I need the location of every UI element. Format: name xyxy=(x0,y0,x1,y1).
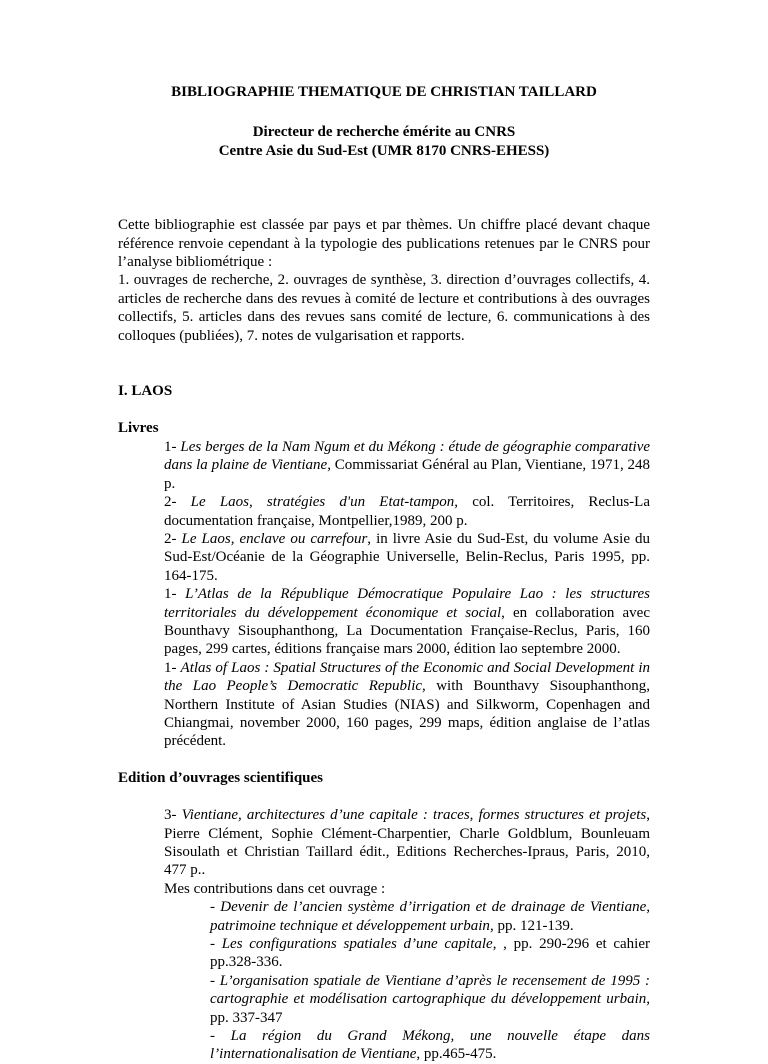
entry-title: Atlas of Laos : Spatial Structures of the Economic and Social Development in the Lao People’s Democratic Republic xyxy=(164,659,650,695)
entry-details: , en collaboration avec Bounthavy Sisouphanthong, La Documentation Française-Reclus, Paris, 160 pages, 299 cartes, éditions française mars 2000, édition lao septembre 2000. xyxy=(164,604,650,658)
entry-number: 1- xyxy=(164,586,186,603)
entry-details: , in livre Asie du Sud-Est, du volume Asie du Sud-Est/Océanie de la Géographie Universelle, Belin-Reclus, Paris 1995, pp. 164-175. xyxy=(164,530,650,584)
entry-details: , Pierre Clément, Sophie Clément-Charpentier, Charle Goldblum, Bounleuam Sisoulath et Christian Taillard édit., Editions Recherches-Ipraus, Paris, 2010, 477 p.. xyxy=(164,807,650,879)
entry-title: Le Laos, stratégies d'un Etat-tampon xyxy=(190,494,455,511)
contribution-pages: , pp. 337-347 xyxy=(210,991,650,1026)
contribution-item xyxy=(210,898,650,935)
edition-block xyxy=(164,806,650,1064)
contribution-title: Devenir de l’ancien système d’irrigation et de drainage de Vientiane, patrimoine technique et développement urbain xyxy=(210,899,650,934)
item-dash: - xyxy=(210,899,221,916)
bib-entry xyxy=(164,585,650,659)
entry-number: 1- xyxy=(164,438,181,455)
bib-entry xyxy=(164,659,650,751)
contributions-list xyxy=(210,898,650,1064)
entry-details: , col. Territoires, Reclus-La documentation française, Montpellier,1989, 200 p. xyxy=(164,494,650,529)
intro-block xyxy=(118,216,650,345)
item-dash: - xyxy=(210,936,222,953)
entry-title: L’Atlas de la République Démocratique Populaire Lao : les structures territoriales du développement économique et social xyxy=(164,586,650,621)
entry-number: 2- xyxy=(164,530,182,547)
contribution-item xyxy=(210,1027,650,1064)
entry-number: 1- xyxy=(164,659,181,676)
entry-details: , Commissariat Général au Plan, Vientiane, 1971, 248 p. xyxy=(164,457,650,492)
bib-entry xyxy=(164,438,650,493)
bib-entry xyxy=(164,530,650,585)
bib-entry xyxy=(164,806,650,880)
typology-list: 1. ouvrages de recherche, 2. ouvrages de synthèse, 3. direction d’ouvrages collectifs, 4. articles de recherche dans des revues à comité de lecture et contributions à des ouvrages collectifs, 5. articles dans des revues sans comité de lecture, 6. communications à des colloques (publiées), 7. notes de vulgarisation et rapports. xyxy=(118,272,650,344)
contributions-label: Mes contributions dans cet ouvrage : xyxy=(164,880,386,897)
contribution-item xyxy=(210,972,650,1027)
subsection-heading-livres: Livres xyxy=(118,420,159,437)
section-heading-laos: I. LAOS xyxy=(118,383,173,400)
subsection-heading-edition: Edition d’ouvrages scientifiques xyxy=(118,769,324,786)
contribution-pages: , pp.465-475. xyxy=(416,1046,497,1063)
entry-number: 2- xyxy=(164,494,191,511)
entry-details: , with Bounthavy Sisouphanthong, Northern Institute of Asian Studies (NIAS) and Silkworm, Copenhagen and Chiangmai, november 2000, 160 pages, 299 maps, édition anglaise de l’atlas précédent. xyxy=(164,678,650,750)
contribution-pages: , pp. 121-139. xyxy=(489,917,574,934)
livres-list xyxy=(164,438,650,751)
contribution-title: L’organisation spatiale de Vientiane d’après le recensement de 1995 : cartographie et modélisation cartographique du développement urbain xyxy=(210,972,650,1008)
entry-title: Le Laos, enclave ou carrefour xyxy=(181,530,368,547)
entry-title: Vientiane, architectures d’une capitale : traces, formes structures et projets xyxy=(181,807,647,824)
item-dash: - xyxy=(210,972,220,989)
bib-entry xyxy=(164,493,650,530)
document-page xyxy=(118,0,650,1064)
entry-number: 3- xyxy=(164,807,182,824)
contribution-item xyxy=(210,935,650,972)
intro-paragraph: Cette bibliographie est classée par pays et par thèmes. Un chiffre placé devant chaque référence renvoie cependant à la typologie des publications retenues par le CNRS pour l’analyse bibliométrique : xyxy=(118,217,650,271)
contribution-title: La région du Grand Mékong, une nouvelle étape dans l’internationalisation de Vientiane xyxy=(210,1028,650,1063)
document-title: BIBLIOGRAPHIE THEMATIQUE DE CHRISTIAN TAILLARD xyxy=(171,84,597,100)
author-position: Directeur de recherche émérite au CNRS xyxy=(252,124,516,141)
item-dash: - xyxy=(210,1028,231,1045)
contribution-pages: , , pp. 290-296 et cahier pp.328-336. xyxy=(210,936,650,971)
entry-title: Les berges de la Nam Ngum et du Mékong : étude de géographie comparative dans la plaine de Vientiane xyxy=(164,438,651,474)
contribution-title: Les configurations spatiales d’une capitale xyxy=(221,936,493,953)
author-affiliation: Centre Asie du Sud-Est (UMR 8170 CNRS-EHESS) xyxy=(218,142,550,159)
